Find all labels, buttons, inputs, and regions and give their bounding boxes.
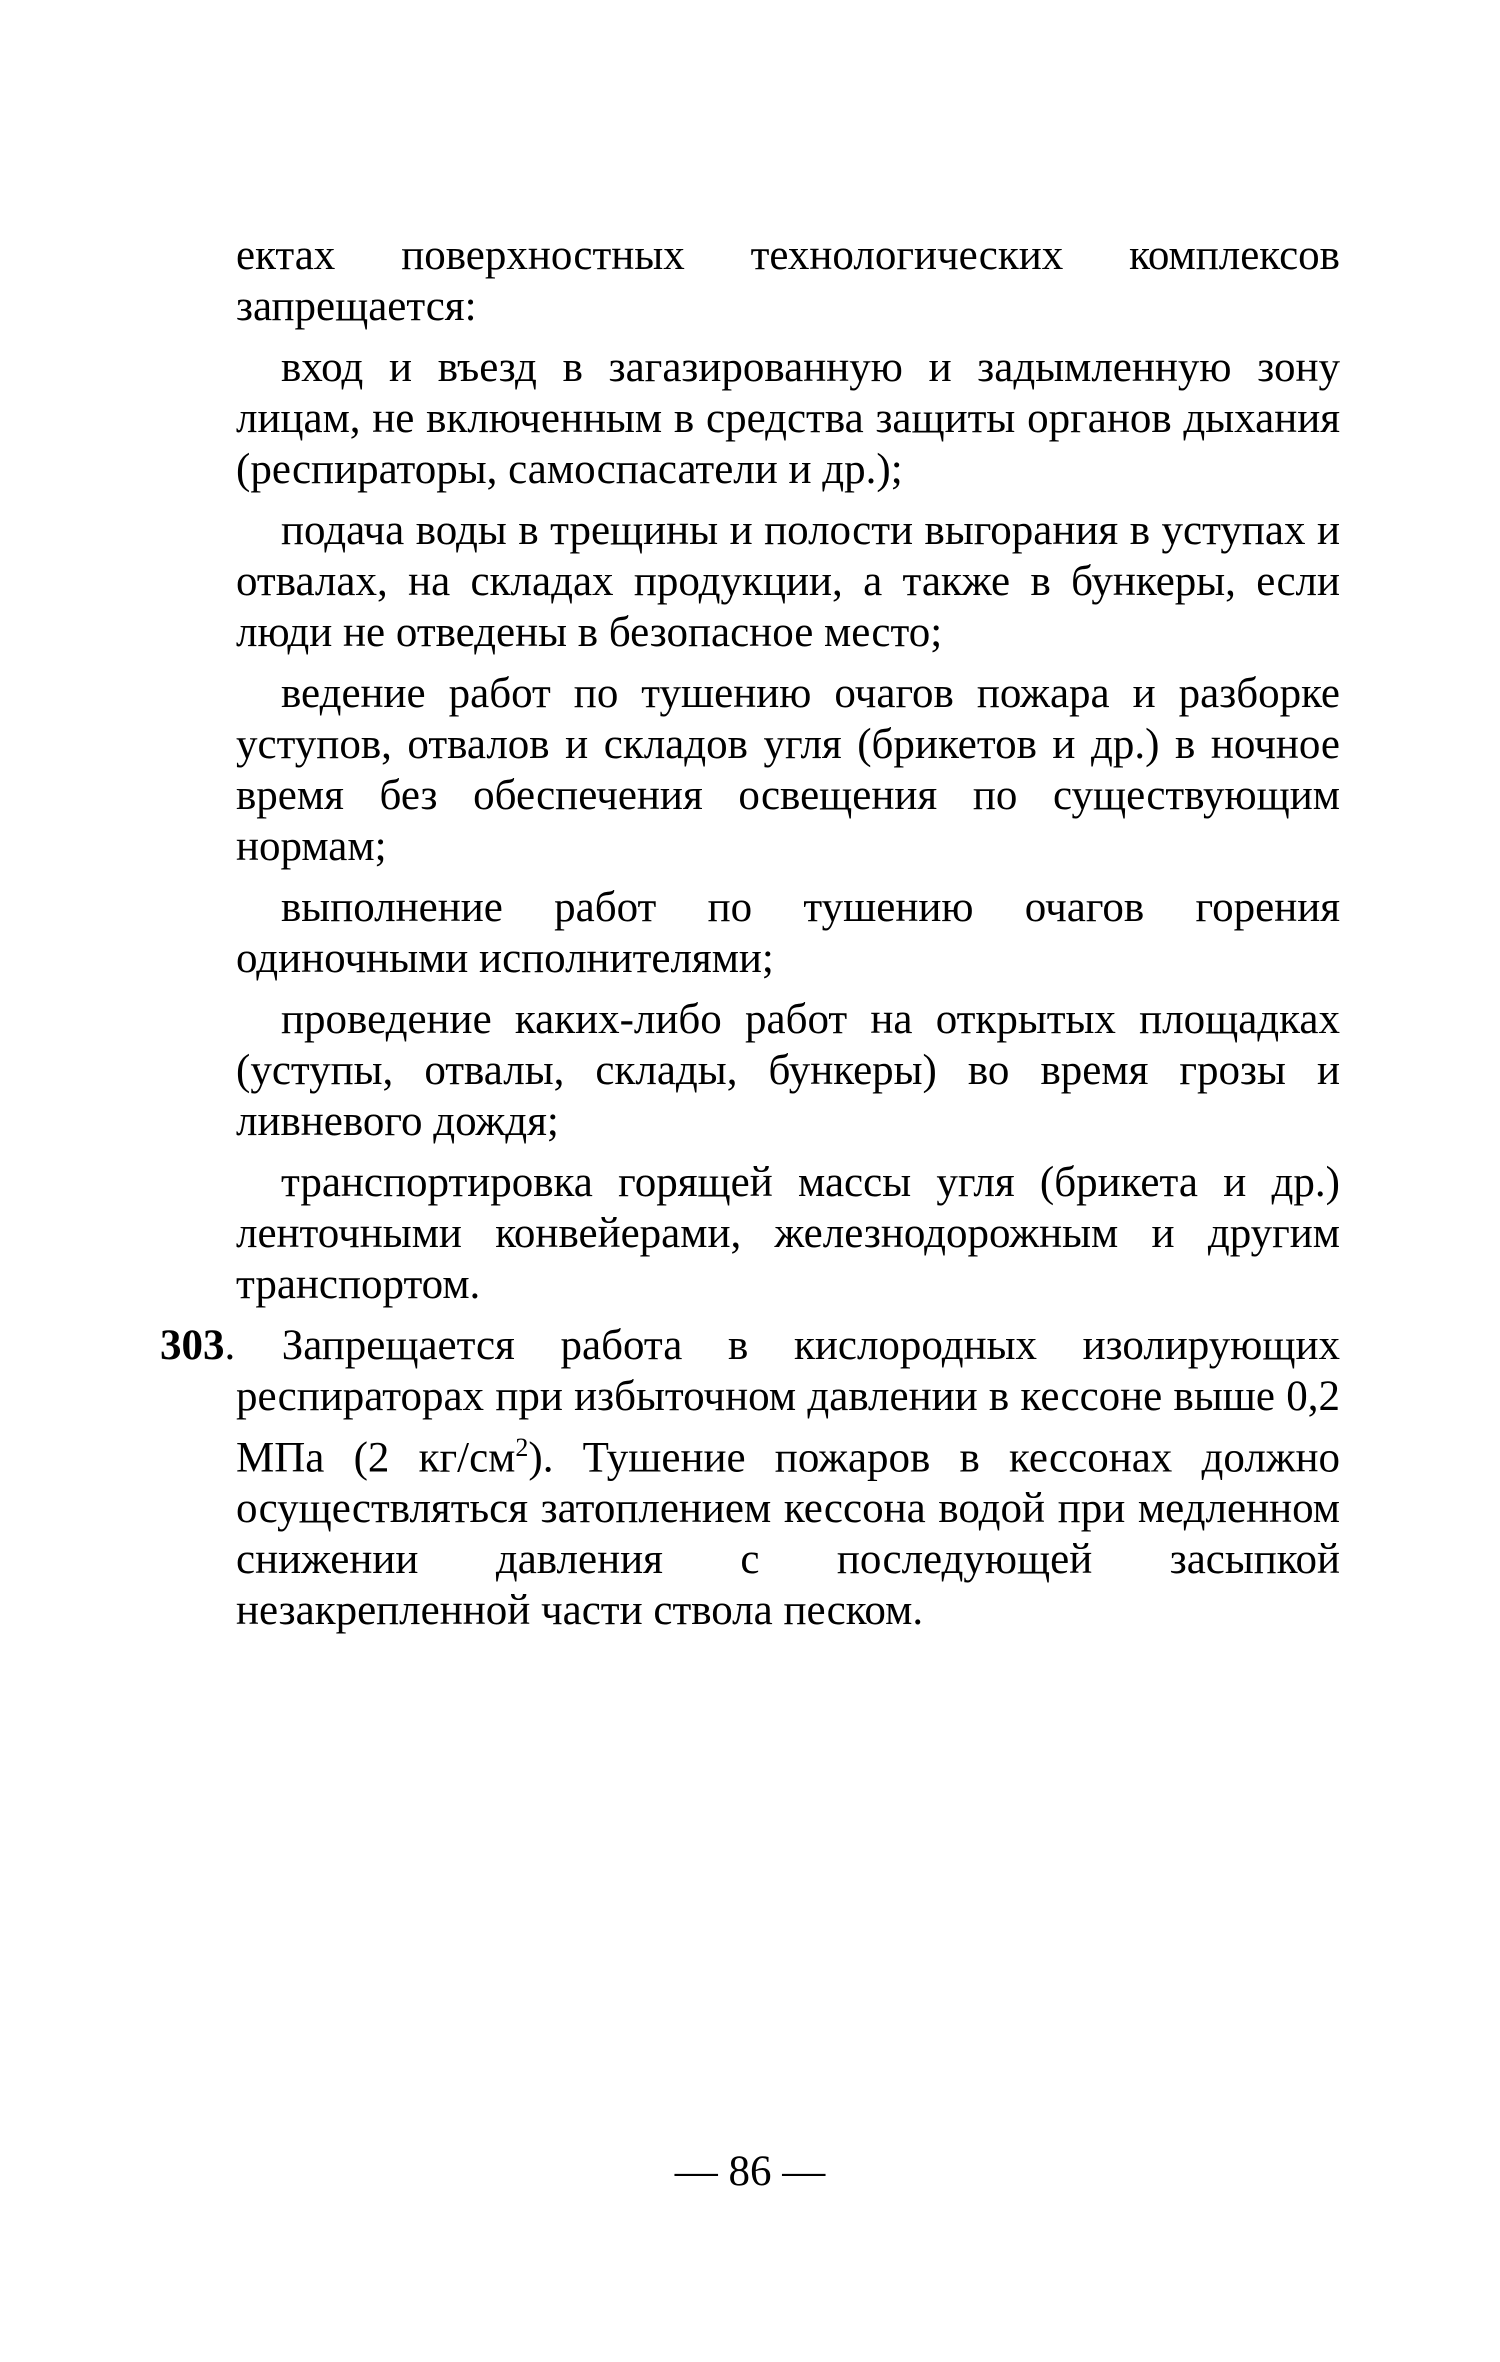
clause-superscript: 2: [515, 1433, 529, 1462]
list-item-single-workers: выполнение работ по тушению очагов горения одиночными исполнителями;: [236, 884, 1340, 982]
list-item-night-works: ведение работ по тушению очагов пожара и разборке уступов, отвалов и складов угля (брикетов и др.) в ночное время без обеспечения освещения по существующим нормам;: [236, 670, 1340, 870]
list-item-transport: транспортировка горящей массы угля (брикета и др.) ленточными конвейерами, железнодорожным и другим транспортом.: [236, 1159, 1340, 1308]
clause-number: 303.: [160, 1322, 236, 1369]
page-number: — 86 —: [674, 2148, 826, 2195]
list-item-gas-zone: вход и въезд в загазированную и задымленную зону лицам, не включенным в средства защиты органов дыхания (респираторы, самоспасатели и др.);: [236, 344, 1340, 493]
list-item-storm-works: проведение каких-либо работ на открытых площадках (уступы, отвалы, склады, бункеры) во время грозы и ливневого дождя;: [236, 996, 1340, 1145]
intro-paragraph: ектах поверхностных технологических комплексов запрещается:: [236, 232, 1340, 330]
page-body: [160, 230, 1341, 1646]
clause-303: [160, 1320, 1341, 1636]
clause-text-part-1: Запрещается работа в кислородных изолирующих респираторах при избыточном давлении в кессоне выше 0,2 МПа (2 кг/см: [236, 1322, 1340, 1482]
clause-text-part-2: ). Тушение пожаров в кессонах должно осуществляться затоплением кессона водой при медленном снижении давления с последующей засыпкой незакрепленной части ствола песком.: [236, 1434, 1341, 1635]
list-item-water-supply: подача воды в трещины и полости выгорания в уступах и отвалах, на складах продукции, а также в бункеры, если люди не отведены в безопасное место;: [236, 507, 1340, 656]
